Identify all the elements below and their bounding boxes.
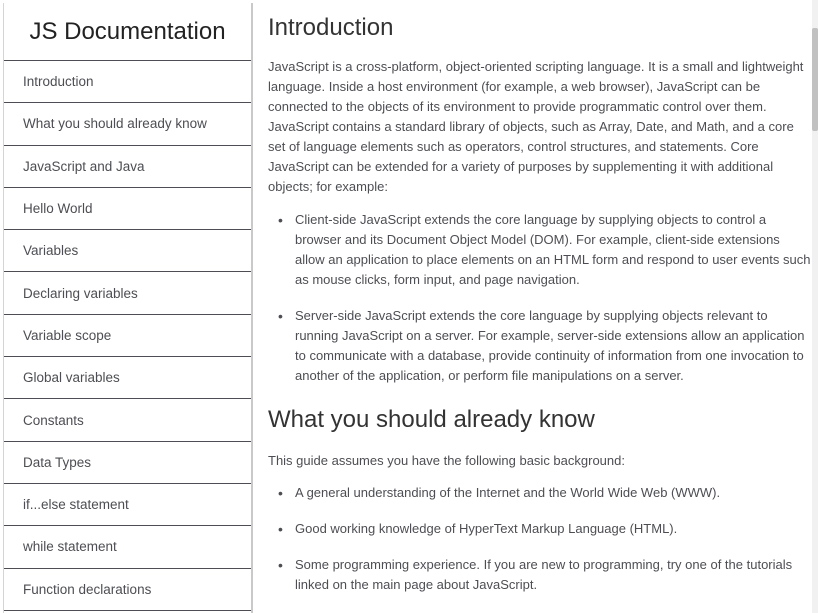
section-title-what-you-should-already-know: What you should already know xyxy=(268,406,595,433)
nav-link-variable-scope[interactable]: Variable scope xyxy=(4,315,251,357)
nav-link-hello-world[interactable]: Hello World xyxy=(4,188,251,230)
intro-paragraph: JavaScript is a cross-platform, object-oriented scripting language. It is a small and lightweight language. Inside a host environment (for example, a web browser), JavaScript can be connected to the objects of its environment to provide programmatic control over them. JavaScript contains a standard library of objects, such as Array, Date, and Math, and a core set of language elements such as operators, control structures, and statements. Core JavaScript can be extended for a variety of purposes by supplementing it with additional objects; for example: xyxy=(268,59,804,194)
list-item: • Some programming experience. If you are new to programming, try one of the tutorials linked on the main page about JavaScript. xyxy=(275,555,812,595)
nav-link-function-declarations[interactable]: Function declarations xyxy=(4,569,251,611)
main-doc xyxy=(268,0,812,613)
wysk-bullet-list xyxy=(275,483,812,595)
wysk-paragraph: This guide assumes you have the following basic background: xyxy=(268,453,625,468)
list-item: • Server-side JavaScript extends the core language by supplying objects relevant to running JavaScript on a server. For example, server-side extensions allow an application to communicate with a database, provide continuity of information from one invocation to another of the application, or perform file manipulations on a server. xyxy=(275,306,812,386)
list-item: • Good working knowledge of HyperText Markup Language (HTML). xyxy=(275,519,812,539)
nav-link-what-you-should-already-know[interactable]: What you should already know xyxy=(4,103,251,145)
list-item: • Client-side JavaScript extends the core language by supplying objects to control a browser and its Document Object Model (DOM). For example, client-side extensions allow an application to place elements on an HTML form and respond to user events such as mouse clicks, form input, and page navigation. xyxy=(275,210,812,290)
nav-link-global-variables[interactable]: Global variables xyxy=(4,357,251,399)
nav-link-constants[interactable]: Constants xyxy=(4,399,251,441)
nav-list xyxy=(4,61,251,611)
section-introduction xyxy=(268,13,812,386)
intro-bullet-list xyxy=(275,210,812,386)
navbar xyxy=(3,3,253,613)
nav-link-variables[interactable]: Variables xyxy=(4,230,251,272)
nav-link-declaring-variables[interactable]: Declaring variables xyxy=(4,272,251,314)
nav-link-javascript-and-java[interactable]: JavaScript and Java xyxy=(4,146,251,188)
nav-link-introduction[interactable]: Introduction xyxy=(4,61,251,103)
nav-link-data-types[interactable]: Data Types xyxy=(4,442,251,484)
section-title-introduction: Introduction xyxy=(268,14,394,41)
navbar-title: JS Documentation xyxy=(4,3,251,61)
list-item: • A general understanding of the Internet and the World Wide Web (WWW). xyxy=(275,483,812,503)
scrollbar-thumb[interactable] xyxy=(812,28,818,131)
scrollbar-track[interactable] xyxy=(812,0,818,613)
nav-link-if-else-statement[interactable]: if...else statement xyxy=(4,484,251,526)
section-what-you-should-already-know xyxy=(268,405,812,595)
nav-link-while-statement[interactable]: while statement xyxy=(4,526,251,568)
